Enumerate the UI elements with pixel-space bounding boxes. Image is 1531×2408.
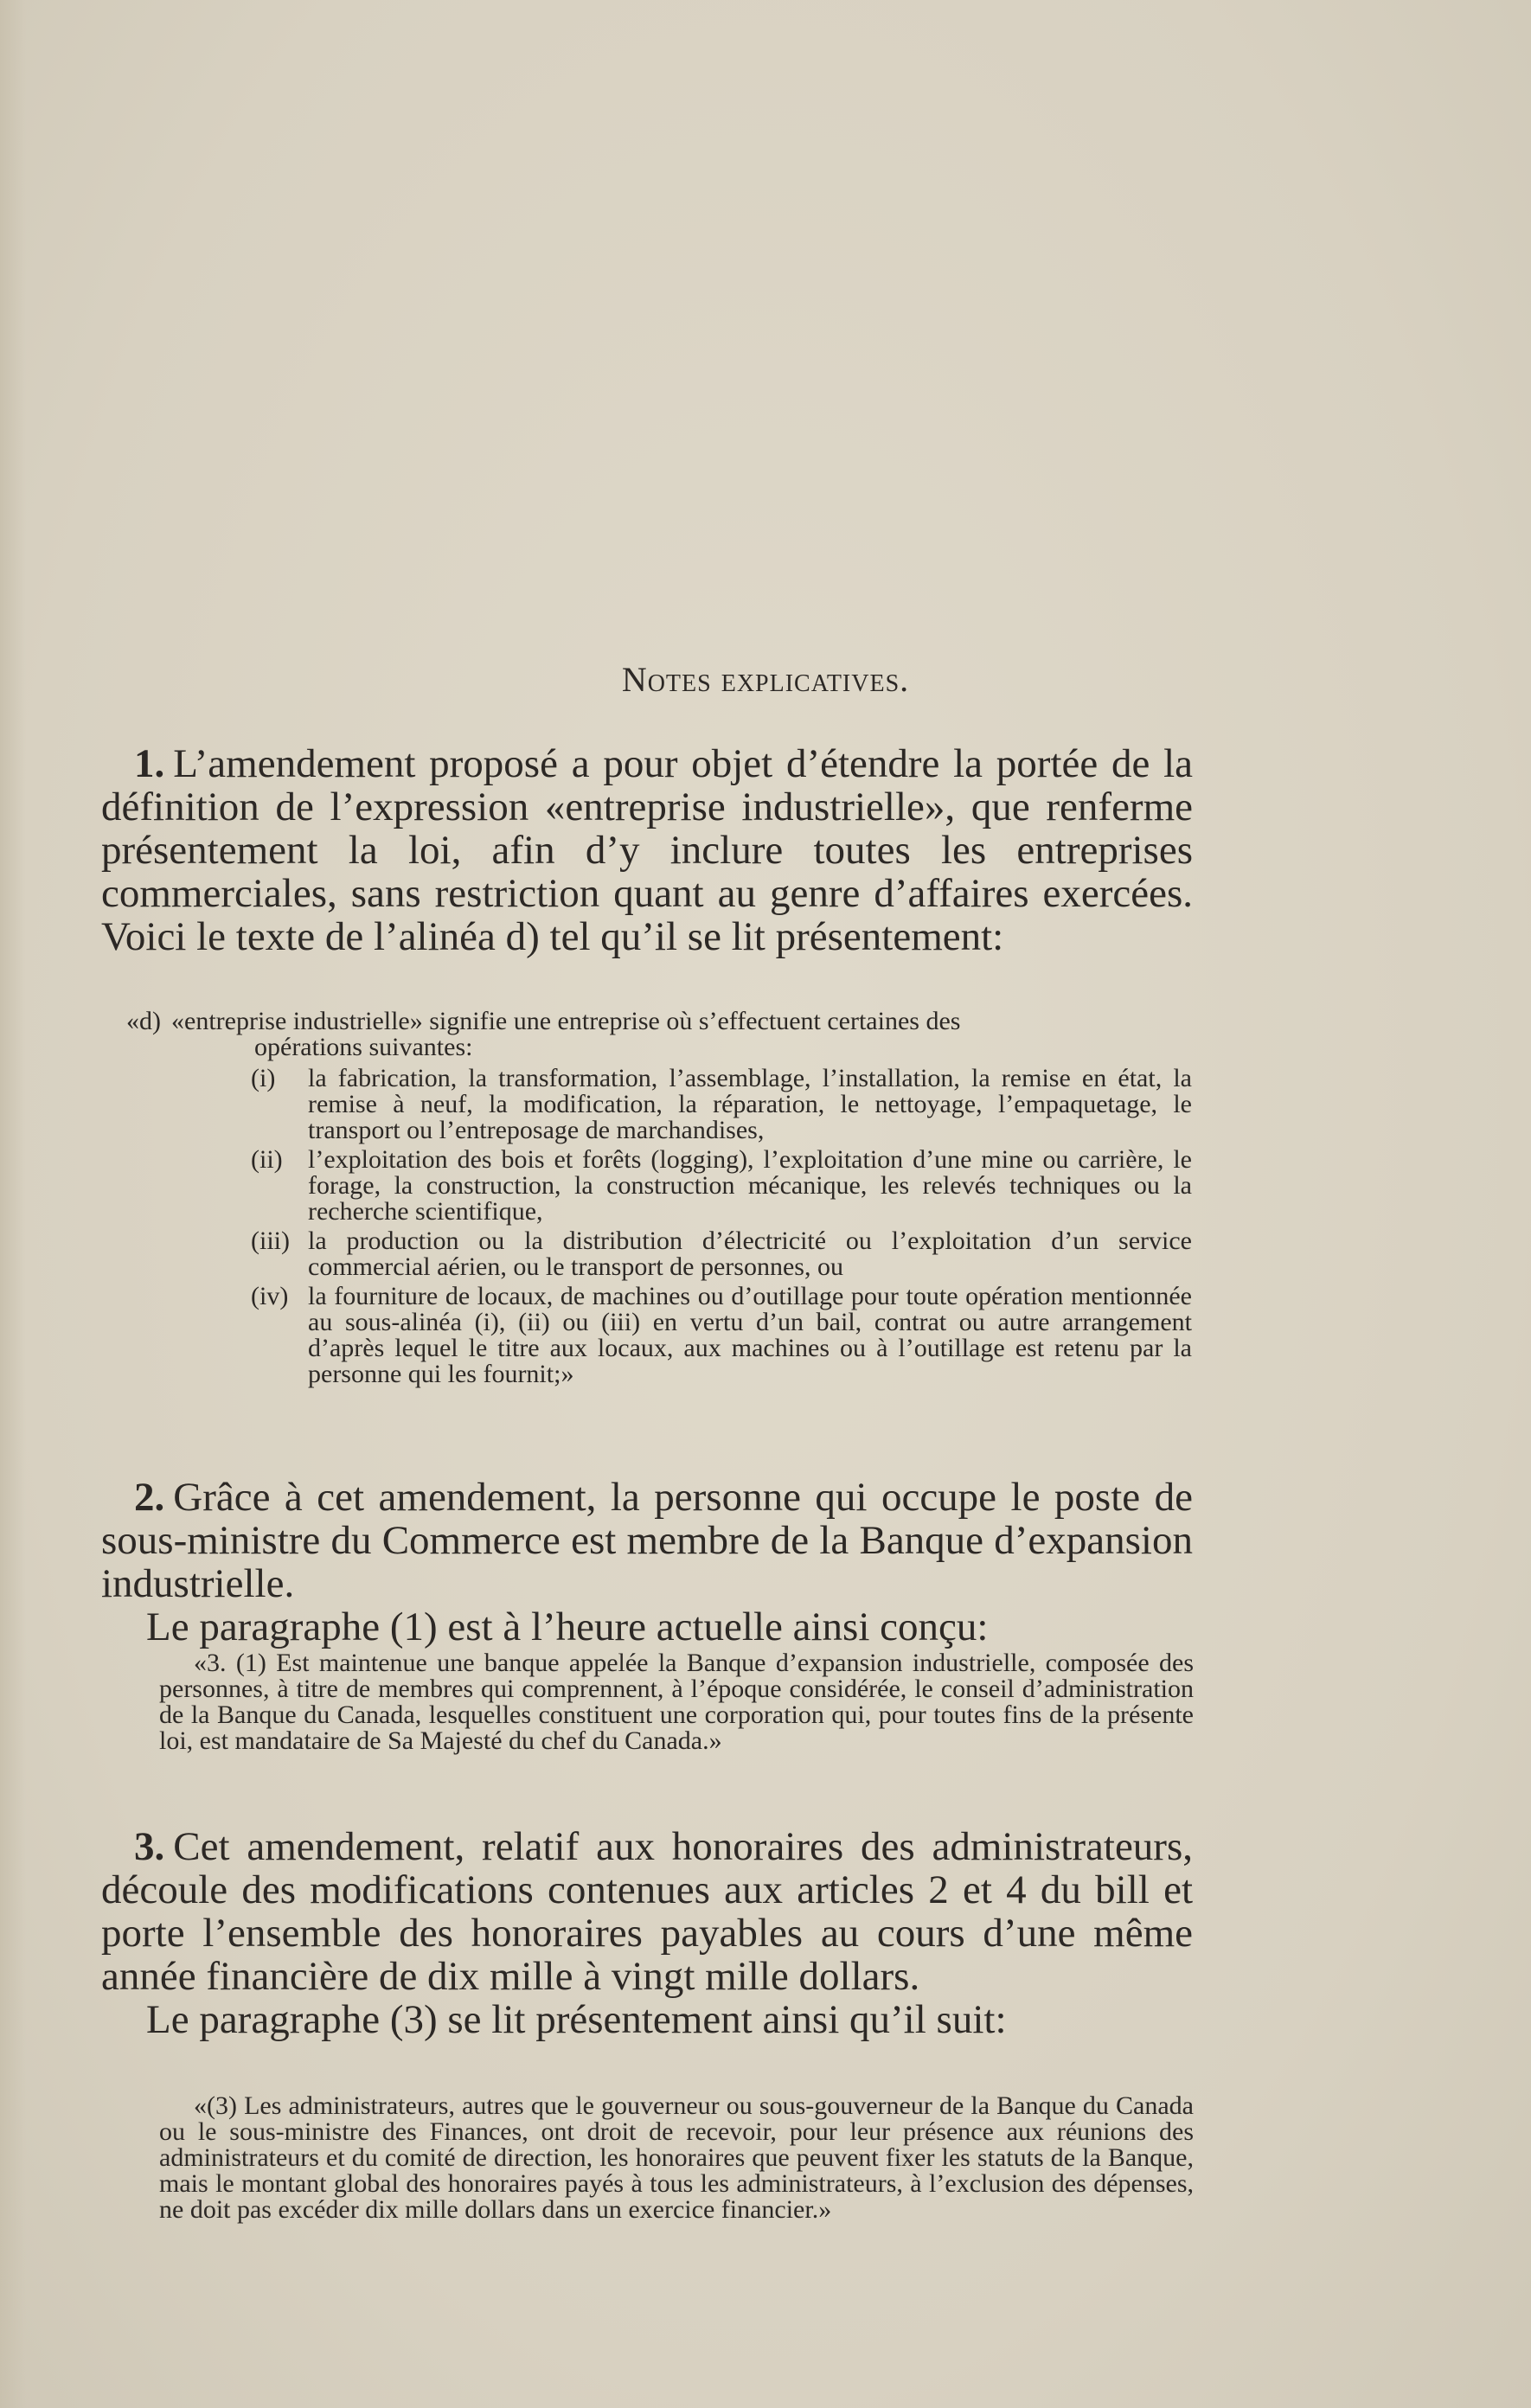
item-roman: (i) — [251, 1064, 276, 1092]
quote-lead-line — [126, 1009, 1194, 1034]
note-1-number: 1. — [134, 741, 165, 786]
quote-lead-text: «entreprise industrielle» signifie une entreprise où s’effectuent certaines des — [171, 1007, 961, 1035]
note-2-number: 2. — [134, 1475, 165, 1520]
note-3 — [101, 1825, 1193, 2041]
item-text: la production ou la distribution d’électricité ou l’exploitation d’un service commercial aérien, ou le transport de personnes, ou — [308, 1226, 1192, 1281]
item-roman: (ii) — [251, 1145, 283, 1174]
list-item — [251, 1066, 1192, 1143]
note-3-quote — [159, 2093, 1194, 2223]
page-edge-shadow — [0, 0, 26, 2408]
item-text: la fourniture de locaux, de machines ou d’outillage pour toute opération mentionnée au sous-alinéa (i), (ii) ou (iii) en vertu d’un bail, contrat ou autre arrangement d’après lequel le titre aux locaux, aux machines ou à l’outillage est retenu par la personne qui les fournit;» — [308, 1282, 1192, 1388]
quote-lead-continuation: opérations suivantes: — [254, 1033, 473, 1061]
note-3-paragraph — [101, 1825, 1193, 1998]
page-heading — [0, 659, 1531, 700]
note-2-intro: Le paragraphe (1) est à l’heure actuelle ainsi conçu: — [146, 1604, 989, 1649]
note-2-quote-text: «3. (1) Est maintenue une banque appelée la Banque d’expansion industrielle, composée des personnes, à titre de membres qui comprennent, à l’époque considérée, le conseil d’administration de la Banque du Canada, lesquelles constituent une corporation qui, pour toutes fins de la présente loi, est mandataire de Sa Majesté du chef du Canada.» — [159, 1649, 1194, 1755]
quote-label: «d) — [126, 1007, 161, 1035]
list-item — [251, 1228, 1192, 1280]
note-3-text: Cet amendement, relatif aux honoraires des administrateurs, découle des modifications contenues aux articles 2 et 4 du bill et porte l’ensemble des honoraires payables au cours d’une même année financière de dix mille à vingt mille dollars. — [101, 1824, 1193, 1999]
note-1 — [101, 742, 1193, 958]
item-text: l’exploitation des bois et forêts (logging), l’exploitation d’une mine ou carrière, le forage, la construction, la construction mécanique, les relevés techniques ou la recherche scientifique, — [308, 1145, 1192, 1226]
list-item — [251, 1284, 1192, 1387]
heading-text: Notes explicatives. — [621, 660, 910, 699]
note-2-paragraph — [101, 1476, 1193, 1605]
note-2-text: Grâce à cet amendement, la personne qui occupe le poste de sous-ministre du Commerce est membre de la Banque d’expansion industrielle. — [101, 1475, 1193, 1606]
note-2 — [101, 1476, 1193, 1649]
note-3-intro: Le paragraphe (3) se lit présentement ainsi qu’il suit: — [146, 1997, 1007, 2042]
note-1-text: L’amendement proposé a pour objet d’étendre la portée de la définition de l’expression «entreprise industrielle», que renferme présentement la loi, afin d’y inclure toutes les entreprises commerciales, sans restriction quant au genre d’affaires exercées. Voici le texte de l’alinéa d) tel qu’il se lit présentement: — [101, 741, 1193, 959]
item-text: la fabrication, la transformation, l’assemblage, l’installation, la remise en état, la remise à neuf, la modification, la réparation, le nettoyage, l’empaquetage, le transport ou l’entreposage de marchandises, — [308, 1064, 1192, 1144]
item-roman: (iv) — [251, 1282, 289, 1310]
list-item — [251, 1147, 1192, 1225]
note-1-paragraph — [101, 742, 1193, 958]
note-3-number: 3. — [134, 1824, 165, 1869]
note-1-quote — [126, 1009, 1194, 1060]
item-roman: (iii) — [251, 1226, 290, 1255]
note-3-quote-text: «(3) Les administrateurs, autres que le gouverneur ou sous-gouverneur de la Banque du Canada ou le sous-ministre des Finances, ont droit de recevoir, pour leur présence aux réunions des administrateurs et du comité de direction, les honoraires que peuvent fixer les statuts de la Banque, mais le montant global des honoraires payés à tous les administrateurs, à l’exclusion des dépenses, ne doit pas excéder dix mille dollars dans un exercice financier.» — [159, 2091, 1194, 2224]
note-1-items — [251, 1066, 1192, 1391]
note-2-quote — [159, 1650, 1194, 1754]
